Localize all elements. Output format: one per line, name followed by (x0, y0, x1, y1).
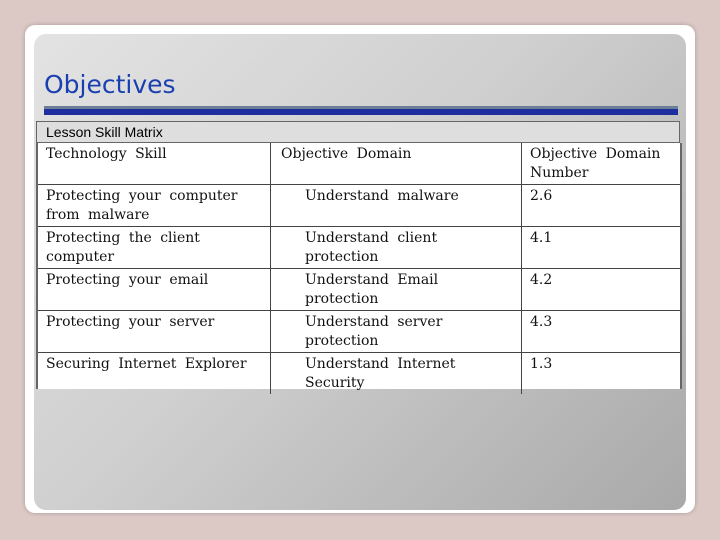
skill-cell: Protecting the client computer (38, 227, 271, 269)
skill-cell: Protecting your server (38, 311, 271, 353)
table-row (38, 185, 680, 227)
domain-cell: Understand Internet Security (271, 353, 522, 395)
slide-title: Objectives (44, 70, 176, 99)
skill-cell: Protecting your computer from malware (38, 185, 271, 227)
skill-cell: Protecting your email (38, 269, 271, 311)
column-header-domain: Objective Domain (271, 143, 522, 185)
skill-matrix-panel (36, 143, 682, 389)
table-row (38, 353, 680, 395)
domain-cell: Understand server protection (271, 311, 522, 353)
title-underline (44, 106, 678, 115)
matrix-header: Lesson Skill Matrix (36, 121, 680, 143)
table-row (38, 311, 680, 353)
domain-cell: Understand Email protection (271, 269, 522, 311)
column-header-number: Objective Domain Number (530, 146, 661, 181)
table-row (38, 269, 680, 311)
domain-cell: Understand malware (271, 185, 522, 227)
number-cell: 2.6 (522, 185, 681, 227)
table-row (38, 227, 680, 269)
number-cell: 4.1 (522, 227, 681, 269)
skill-cell: Securing Internet Explorer (38, 353, 271, 395)
column-header-skill: Technology Skill (38, 143, 271, 185)
number-cell: 4.3 (522, 311, 681, 353)
number-cell: 4.2 (522, 269, 681, 311)
table-header-row (38, 143, 680, 185)
skill-matrix-table (38, 143, 680, 394)
domain-cell: Understand client protection (271, 227, 522, 269)
number-cell: 1.3 (522, 353, 681, 395)
